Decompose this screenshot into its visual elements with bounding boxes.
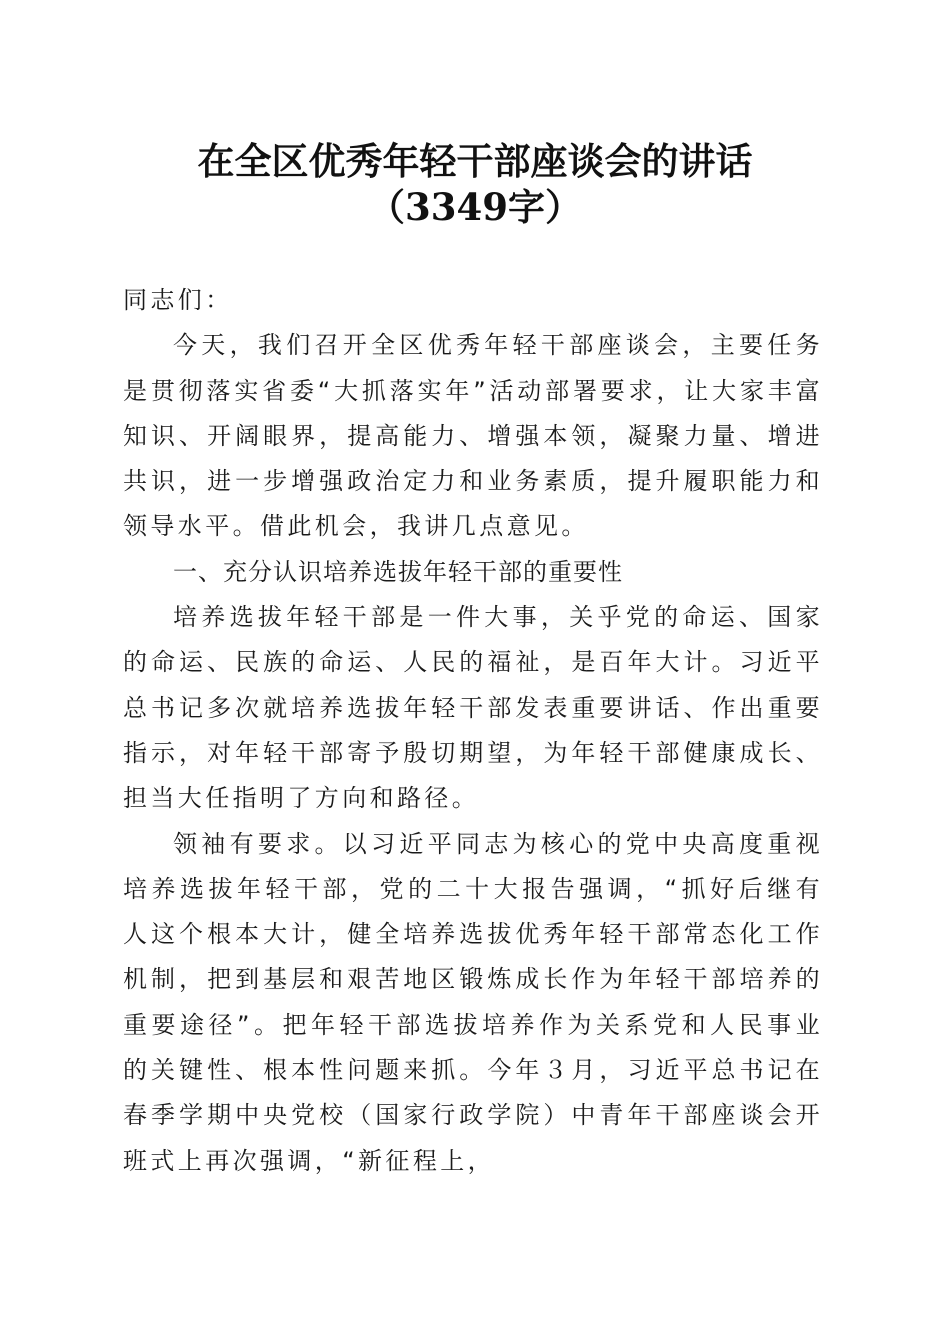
document-title: 在全区优秀年轻干部座谈会的讲话（3349字） [197,139,753,229]
paragraph-intro: 今天，我们召开全区优秀年轻干部座谈会，主要任务是贯彻落实省委“大抓落实年”活动部署要求，让大家丰富知识、开阔眼界，提高能力、增强本领，凝聚力量、增进共识，进一步增强政治定力和业务素质，提升履职能力和领导水平。借此机会，我讲几点意见。 [123,331,823,541]
paragraph-leader-requirements: 领袖有要求。以习近平同志为核心的党中央高度重视培养选拔年轻干部，党的二十大报告强调，“抓好后继有人这个根本大计，健全培养选拔优秀年轻干部常态化工作机制，把到基层和艰苦地区锻炼成长作为年轻干部培养的重要途径”。把年轻干部选拔培养作为关系党和人民事业的关键性、根本性问题来抓。今年３月，习近平总书记在春季学期中央党校（国家行政学院）中青年干部座谈会开班式上再次强调，“新征程上， [123,829,823,1175]
section-heading-1: 一、充分认识培养选拔年轻干部的重要性 [173,557,623,586]
salutation: 同志们： [123,286,233,314]
document-body [123,278,823,1184]
paragraph-importance: 培养选拔年轻干部是一件大事，关乎党的命运、国家的命运、民族的命运、人民的福祉，是百年大计。习近平总书记多次就培养选拔年轻干部发表重要讲话、作出重要指示，对年轻干部寄予殷切期望，为年轻干部健康成长、担当大任指明了方向和路径。 [123,603,823,813]
